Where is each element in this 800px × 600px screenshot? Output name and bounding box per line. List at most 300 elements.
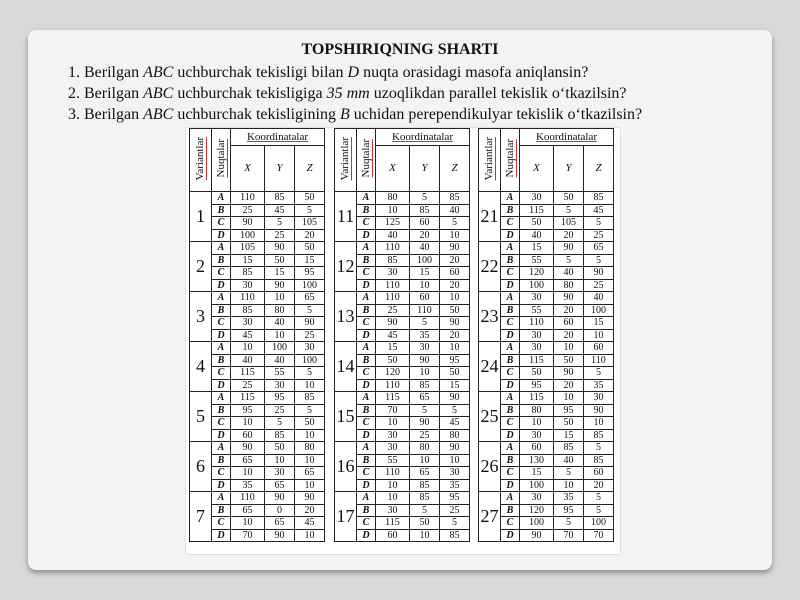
coordinate-value: 5 [440,517,470,530]
coordinate-value: 25 [410,429,440,442]
point-label: A [212,492,231,505]
variant-number: 5 [190,392,212,442]
coordinate-value: 5 [410,504,440,517]
point-label: B [357,254,376,267]
coordinate-value: 70 [584,529,614,542]
coordinate-value: 90 [376,317,410,330]
point-label: B [357,204,376,217]
coordinate-value: 20 [584,479,614,492]
coordinate-value: 40 [265,354,295,367]
variant-number: 17 [335,492,357,542]
coordinate-value: 10 [410,279,440,292]
coordinate-value: 5 [440,404,470,417]
coordinate-value: 35 [554,492,584,505]
coordinate-value: 80 [295,442,325,455]
task-1-pre: 1. Berilgan [68,64,144,81]
coordinate-value: 90 [295,492,325,505]
point-label: D [212,279,231,292]
coordinate-value: 15 [440,379,470,392]
point-label: B [501,254,520,267]
point-label: C [501,317,520,330]
task-2-pre: 2. Berilgan [68,85,144,102]
coordinate-value: 85 [410,204,440,217]
task-3-em1: ABC [143,106,174,123]
point-label: D [501,329,520,342]
point-label: A [212,192,231,205]
point-label: B [357,354,376,367]
task-1-mid: uchburchak tekisligi bilan [173,64,348,81]
coordinate-value: 40 [265,317,295,330]
coordinate-value: 90 [410,354,440,367]
point-label: C [357,317,376,330]
coordinate-value: 30 [520,342,554,355]
coordinate-value: 55 [265,367,295,380]
coordinate-value: 85 [295,392,325,405]
table-block-grid [189,128,325,542]
coordinate-value: 15 [520,467,554,480]
table-block-grid [334,128,470,542]
table-row [190,242,325,255]
points-header: Nuqtalar [212,129,231,192]
coordinate-value: 100 [584,517,614,530]
point-label: C [357,417,376,430]
axis-header-x: X [376,146,410,192]
table-row [190,392,325,405]
coordinate-value: 5 [554,254,584,267]
coordinate-value: 60 [584,467,614,480]
point-label: B [357,454,376,467]
point-label: D [501,379,520,392]
table-row [335,392,470,405]
table-row [479,292,614,305]
coordinate-value: 90 [231,442,265,455]
coordinate-value: 85 [376,254,410,267]
coordinate-value: 25 [265,404,295,417]
coordinate-value: 60 [584,342,614,355]
coordinate-value: 80 [265,304,295,317]
coordinate-value: 25 [295,329,325,342]
coordinate-value: 105 [231,242,265,255]
point-label: B [357,304,376,317]
variant-number: 26 [479,442,501,492]
coordinate-value: 35 [584,379,614,392]
task-3 [68,106,642,124]
coordinate-value: 65 [584,242,614,255]
coordinate-value: 95 [231,404,265,417]
coordinate-value: 35 [231,479,265,492]
variant-number: 27 [479,492,501,542]
point-label: C [212,367,231,380]
coordinate-value: 20 [295,229,325,242]
coordinate-value: 30 [376,267,410,280]
point-label: D [357,529,376,542]
coordinate-value: 110 [376,242,410,255]
task-1-em1: ABC [143,64,174,81]
point-label: B [357,504,376,517]
coordinate-value: 100 [265,342,295,355]
coordinate-value: 50 [410,517,440,530]
coordinate-value: 5 [295,204,325,217]
point-label: B [501,404,520,417]
coordinate-value: 85 [231,304,265,317]
coordinate-value: 30 [440,467,470,480]
coordinate-value: 70 [554,529,584,542]
coordinate-value: 120 [376,367,410,380]
coordinate-value: 85 [410,379,440,392]
point-label: A [357,192,376,205]
coordinate-value: 100 [520,479,554,492]
coordinate-value: 110 [376,292,410,305]
coordinate-value: 10 [554,342,584,355]
coordinate-value: 20 [554,379,584,392]
coordinate-value: 50 [554,354,584,367]
coordinate-value: 30 [520,429,554,442]
coordinate-value: 10 [295,454,325,467]
coordinate-value: 5 [410,192,440,205]
coordinate-value: 100 [520,517,554,530]
coordinate-value: 100 [520,279,554,292]
coordinate-value: 5 [440,217,470,230]
coordinate-value: 120 [520,504,554,517]
variant-number: 7 [190,492,212,542]
point-label: C [501,367,520,380]
point-label: C [212,267,231,280]
point-label: C [501,267,520,280]
point-label: B [501,204,520,217]
coordinate-value: 10 [376,479,410,492]
coordinate-value: 50 [295,242,325,255]
coordinate-value: 15 [410,267,440,280]
coordinate-value: 125 [376,217,410,230]
task-3-em2: B [339,106,350,123]
coordinate-value: 5 [584,504,614,517]
variant-number: 13 [335,292,357,342]
coordinate-value: 10 [231,517,265,530]
point-label: C [357,267,376,280]
coordinate-value: 30 [295,342,325,355]
coordinate-value: 10 [265,454,295,467]
point-label: C [357,517,376,530]
point-label: A [212,242,231,255]
coordinate-value: 30 [520,192,554,205]
coordinate-value: 45 [231,329,265,342]
coordinate-value: 95 [520,379,554,392]
coordinate-value: 90 [410,417,440,430]
coordinate-value: 100 [295,279,325,292]
coordinate-value: 115 [231,392,265,405]
table-block-2 [334,128,470,554]
coordinate-value: 30 [376,429,410,442]
variant-number: 12 [335,242,357,292]
coordinate-value: 15 [231,254,265,267]
table-row [479,442,614,455]
point-label: B [212,204,231,217]
coordinate-value: 50 [440,304,470,317]
task-2-mid: uchburchak tekisligiga [173,85,327,102]
coordinate-value: 5 [295,304,325,317]
coordinate-value: 5 [265,217,295,230]
coordinate-value: 50 [265,442,295,455]
table-row [335,192,470,205]
variant-number: 15 [335,392,357,442]
coordinate-value: 90 [295,317,325,330]
coordinate-value: 10 [440,229,470,242]
coordinate-value: 25 [584,229,614,242]
coordinate-value: 60 [410,217,440,230]
coordinate-value: 40 [584,292,614,305]
coordinate-value: 80 [410,442,440,455]
axis-header-z: Z [584,146,614,192]
coordinate-value: 115 [520,392,554,405]
coordinate-value: 90 [440,392,470,405]
table-row [190,442,325,455]
coordinate-value: 10 [231,417,265,430]
coordinate-value: 90 [520,529,554,542]
points-header: Nuqtalar [357,129,376,192]
coordinate-value: 20 [410,229,440,242]
coordinate-value: 90 [440,442,470,455]
coordinate-value: 15 [554,429,584,442]
point-label: A [212,292,231,305]
coordinate-value: 5 [410,404,440,417]
variant-number: 1 [190,192,212,242]
coordinate-value: 10 [295,529,325,542]
point-label: B [212,504,231,517]
coordinates-header: Koordinatalar [231,129,325,146]
coordinate-value: 85 [584,429,614,442]
point-label: C [501,417,520,430]
point-label: A [501,342,520,355]
variant-number: 11 [335,192,357,242]
point-label: D [357,229,376,242]
coordinate-value: 80 [554,279,584,292]
point-label: A [212,442,231,455]
point-label: D [212,429,231,442]
coordinate-value: 65 [295,467,325,480]
coordinate-value: 30 [265,467,295,480]
coordinate-value: 15 [584,317,614,330]
coordinate-value: 120 [520,267,554,280]
coordinate-value: 40 [554,267,584,280]
coordinate-value: 50 [265,254,295,267]
coordinate-value: 5 [295,367,325,380]
point-label: C [501,467,520,480]
coordinate-value: 10 [520,417,554,430]
point-label: C [357,217,376,230]
coordinate-value: 60 [410,292,440,305]
coordinate-value: 20 [554,304,584,317]
coordinate-value: 35 [410,329,440,342]
coordinate-value: 40 [554,454,584,467]
point-label: D [501,479,520,492]
coordinate-value: 95 [265,392,295,405]
table-row [335,292,470,305]
axis-header-z: Z [295,146,325,192]
point-label: A [357,442,376,455]
point-label: A [357,492,376,505]
point-label: D [212,479,231,492]
coordinate-value: 10 [265,329,295,342]
coordinate-value: 10 [231,467,265,480]
task-1-em2: D [347,64,360,81]
coordinate-value: 45 [265,204,295,217]
variant-number: 23 [479,292,501,342]
table-row [479,342,614,355]
axis-header-y: Y [265,146,295,192]
coordinate-value: 90 [440,242,470,255]
coordinate-value: 90 [265,279,295,292]
point-label: D [357,429,376,442]
coordinate-value: 90 [554,292,584,305]
table-row [479,192,614,205]
coordinate-value: 85 [265,429,295,442]
coordinate-value: 10 [554,479,584,492]
coordinate-value: 80 [520,404,554,417]
point-label: A [501,492,520,505]
coordinate-value: 95 [554,504,584,517]
coordinate-value: 65 [231,454,265,467]
coordinate-value: 50 [520,367,554,380]
table-row [479,492,614,505]
coordinate-value: 5 [584,367,614,380]
coordinate-value: 85 [584,192,614,205]
point-label: C [212,467,231,480]
point-label: A [501,192,520,205]
coordinate-value: 20 [554,329,584,342]
coordinate-value: 10 [440,292,470,305]
coordinate-value: 95 [440,492,470,505]
task-1-post: nuqta orasidagi masofa aniqlansin? [359,64,589,81]
point-label: C [212,417,231,430]
coordinate-value: 100 [295,354,325,367]
coordinate-value: 105 [554,217,584,230]
point-label: A [501,392,520,405]
coordinate-value: 110 [584,354,614,367]
point-label: D [212,529,231,542]
coordinate-value: 45 [584,204,614,217]
coordinate-value: 10 [295,429,325,442]
coordinate-value: 110 [520,317,554,330]
coordinate-value: 40 [520,229,554,242]
coordinate-value: 110 [376,379,410,392]
table-block-1 [189,128,325,554]
axis-header-y: Y [410,146,440,192]
coordinate-value: 30 [231,279,265,292]
coordinate-value: 5 [584,442,614,455]
coordinate-value: 10 [410,529,440,542]
coordinate-value: 55 [520,304,554,317]
variant-number: 3 [190,292,212,342]
point-label: C [212,217,231,230]
coordinate-value: 25 [231,379,265,392]
coordinate-value: 20 [440,254,470,267]
coordinate-value: 30 [520,292,554,305]
point-label: B [212,254,231,267]
coordinate-value: 90 [265,492,295,505]
page-title: TOPSHIRIQNING SHARTI [301,41,499,58]
table-block-grid [478,128,614,542]
table-row [335,492,470,505]
point-label: B [212,354,231,367]
coordinate-value: 110 [376,467,410,480]
coordinate-value: 85 [265,192,295,205]
coordinates-header: Koordinatalar [376,129,470,146]
point-label: B [212,304,231,317]
coordinate-value: 30 [410,342,440,355]
coordinates-header: Koordinatalar [520,129,614,146]
variants-header: Variantlar [335,129,357,192]
point-label: B [357,404,376,417]
coordinate-value: 25 [440,504,470,517]
coordinate-value: 0 [265,504,295,517]
variant-number: 16 [335,442,357,492]
table-row [190,192,325,205]
variant-number: 24 [479,342,501,392]
coordinate-value: 10 [376,417,410,430]
coordinate-value: 45 [440,417,470,430]
coordinate-value: 115 [520,204,554,217]
coordinate-value: 55 [520,254,554,267]
point-label: D [357,329,376,342]
coordinate-value: 30 [584,392,614,405]
coordinate-value: 50 [376,354,410,367]
coordinate-value: 110 [231,192,265,205]
point-label: D [212,329,231,342]
coordinate-value: 5 [554,467,584,480]
points-header: Nuqtalar [501,129,520,192]
coordinate-value: 60 [231,429,265,442]
coordinate-value: 110 [231,492,265,505]
coordinate-value: 85 [554,442,584,455]
coordinate-value: 65 [265,479,295,492]
coordinate-value: 10 [440,454,470,467]
coordinate-value: 10 [295,379,325,392]
coordinate-value: 110 [410,304,440,317]
coordinate-value: 65 [265,517,295,530]
point-label: A [357,242,376,255]
coordinate-value: 100 [410,254,440,267]
point-label: A [212,392,231,405]
coordinate-value: 5 [554,204,584,217]
coordinate-value: 65 [410,392,440,405]
coordinate-value: 20 [440,279,470,292]
coordinate-value: 90 [554,367,584,380]
task-3-mid: uchburchak tekisligining [173,106,340,123]
coordinate-value: 40 [231,354,265,367]
coordinate-value: 115 [376,517,410,530]
variant-number: 4 [190,342,212,392]
coordinate-value: 90 [584,267,614,280]
point-label: D [501,529,520,542]
coordinate-value: 90 [554,242,584,255]
coordinate-value: 45 [295,517,325,530]
axis-header-x: X [520,146,554,192]
variant-number: 21 [479,192,501,242]
coordinate-value: 10 [295,479,325,492]
point-label: B [501,304,520,317]
coordinate-value: 65 [231,504,265,517]
point-label: C [357,367,376,380]
point-label: D [212,379,231,392]
coordinate-value: 60 [440,267,470,280]
coordinate-value: 95 [295,267,325,280]
coordinate-value: 10 [265,292,295,305]
coordinate-value: 115 [376,392,410,405]
coordinate-value: 60 [520,442,554,455]
coordinate-value: 105 [295,217,325,230]
coordinate-value: 10 [440,342,470,355]
coordinate-value: 90 [265,529,295,542]
